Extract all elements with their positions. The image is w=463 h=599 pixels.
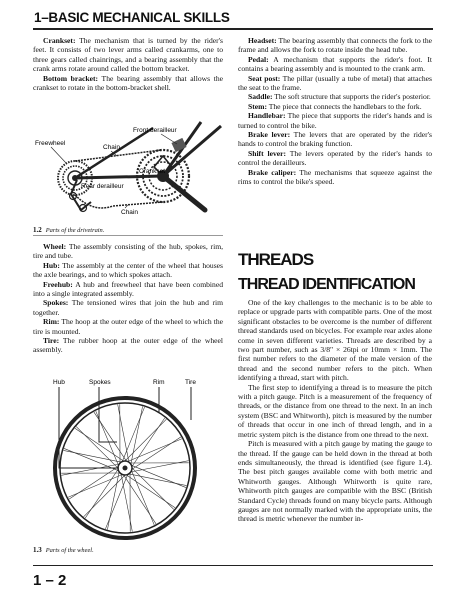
- label-spokes: Spokes: [89, 379, 111, 386]
- term-pedal: Pedal:: [248, 54, 269, 64]
- spoke: [75, 428, 125, 462]
- term-seat-post: Seat post:: [248, 73, 281, 83]
- spoke: [131, 418, 165, 468]
- definition-text: A hub and freewheel that have been combined into a single integrated assembly.: [33, 279, 223, 299]
- definition-handlebar: [238, 111, 432, 130]
- caption-text: Parts of the drivetrain.: [45, 227, 105, 234]
- definition-crankset: [33, 36, 223, 74]
- definition-text: The soft structure that supports the rider's posterior.: [272, 92, 431, 102]
- definition-text: The piece that supports the rider's hands and is turned to control the bike.: [238, 111, 432, 130]
- label-chain-bottom: Chain: [121, 209, 138, 216]
- term-spokes: Spokes:: [43, 298, 69, 308]
- definition-pedal: [238, 55, 432, 74]
- definition-text: The levers operated by the rider's hands to control the derailleurs.: [238, 148, 433, 168]
- term-saddle: Saddle:: [248, 92, 273, 102]
- leader-freewheel: [51, 147, 67, 164]
- section-heading-threads: THREADS: [238, 250, 314, 269]
- spoke: [61, 464, 120, 476]
- label-front-derailleur: Front derailleur: [133, 127, 177, 134]
- spoke: [129, 461, 188, 473]
- wheel-illustration: [33, 372, 223, 540]
- term-handlebar: Handlebar:: [248, 111, 286, 121]
- definition-text: The hoop at the outer edge of the wheel to which the tire is mounted.: [33, 317, 223, 336]
- spoke: [131, 406, 143, 465]
- term-freehub: Freehub:: [43, 279, 73, 289]
- definition-text: The rubber hoop at the outer edge of the wheel assembly.: [33, 336, 223, 355]
- spoke: [131, 437, 181, 470]
- term-brake-caliper: Brake caliper:: [248, 167, 297, 177]
- definition-seat-post: [238, 74, 432, 93]
- definition-text: The bearing assembly that allows the crankset to rotate in the bottom-bracket shell.: [33, 73, 223, 93]
- definition-freehub: [33, 280, 223, 299]
- subsection-heading-thread-identification: THREAD IDENTIFICATION: [238, 276, 415, 293]
- footer-rule: [33, 565, 433, 566]
- thread-identification-body: [238, 298, 432, 524]
- spoke: [105, 473, 128, 529]
- term-wheel: Wheel:: [43, 242, 67, 251]
- definition-headset: [238, 36, 432, 55]
- body-paragraph: Pitch is measured with a pitch gauge by mating the gauge to the thread. If the gauge can be held down in the thread at both ends simultaneously, the thread is identified (see figure 1.4). The best pitch gauges available come with both metric and Whitworth gauges. Although Whitworth is quite rare, Whitworth pitch gauges are compatible with the BSC (British Standard Cycle) threads found on many bicycle parts. Although gauges are not normally marked with the appropriate units, the thread is metric whenever the number in-: [238, 439, 432, 524]
- spoke: [131, 469, 154, 525]
- axle: [123, 466, 128, 471]
- definitions-wheel: [33, 242, 223, 355]
- header-rule: [33, 28, 433, 30]
- spoke: [85, 468, 119, 518]
- label-rear-derailleur: Rear derailleur: [81, 183, 124, 190]
- spoke: [127, 474, 186, 486]
- spoke: [123, 474, 156, 524]
- spoke: [125, 474, 175, 508]
- spoke: [63, 450, 122, 462]
- definition-saddle: [238, 92, 432, 101]
- spoke: [124, 419, 167, 462]
- definition-text: The mechanism that is turned by the rider's feet. It consists of two lever arms called crankarms, one to three gears called chainrings, and a bearing assembly that the crank arms rotate around called the bottom bracket.: [33, 36, 223, 74]
- chainstay: [75, 176, 163, 178]
- definition-wheel: [33, 242, 223, 261]
- term-stem: Stem:: [248, 101, 267, 111]
- spoke: [122, 407, 145, 463]
- term-headset: Headset:: [248, 36, 277, 45]
- definition-brake-lever: [238, 130, 432, 149]
- definition-stem: [238, 102, 432, 111]
- drivetrain-illustration: [33, 118, 223, 222]
- label-tire: Tire: [185, 379, 196, 386]
- term-shift-lever: Shift lever:: [248, 148, 287, 158]
- spoke: [121, 472, 133, 531]
- definition-text: The levers that are operated by the rider's hands to control the braking function.: [238, 130, 432, 149]
- label-hub: Hub: [53, 379, 65, 386]
- label-crankset: Crankset: [139, 168, 166, 175]
- term-rim: Rim:: [43, 317, 60, 327]
- definition-shift-lever: [238, 149, 432, 168]
- term-crankset: Crankset:: [43, 36, 76, 45]
- term-hub: Hub:: [43, 260, 60, 270]
- page-number: 1 – 2: [33, 572, 67, 589]
- definition-rim: [33, 317, 223, 336]
- definition-bottom-bracket: [33, 74, 223, 93]
- spoke: [131, 467, 174, 510]
- spoke: [107, 470, 119, 529]
- definition-text: The assembly at the center of the wheel that houses the axle bearings, and to which spokes attach.: [33, 260, 223, 280]
- definition-text: The piece that connects the handlebars to the fork.: [266, 101, 422, 111]
- front-derailleur-cage: [171, 138, 186, 152]
- figure-1-2-caption: [33, 226, 104, 234]
- definition-spokes: [33, 298, 223, 317]
- definition-text: The bearing assembly that connects the fork to the frame and allows the fork to rotate inside the head tube.: [238, 36, 432, 55]
- label-rim: Rim: [153, 379, 165, 386]
- definition-text: A mechanism that supports the rider's foot. It contains a bearing assembly and is mounted to the crank arm.: [238, 54, 432, 74]
- definition-hub: [33, 261, 223, 280]
- figure-1-3-caption: [33, 546, 94, 554]
- definition-tire: [33, 336, 223, 355]
- term-tire: Tire:: [43, 336, 60, 346]
- definition-brake-caliper: [238, 168, 432, 187]
- spoke: [118, 404, 130, 463]
- definition-text: The pillar (usually a tube of metal) that attaches the seat to the frame.: [238, 73, 432, 93]
- spoke: [126, 439, 182, 462]
- spoke: [69, 466, 119, 499]
- label-chain-top: Chain: [103, 144, 120, 151]
- term-brake-lever: Brake lever:: [248, 130, 291, 140]
- term-bottom-bracket: Bottom bracket:: [43, 73, 99, 83]
- caption-text: Parts of the wheel.: [45, 547, 94, 554]
- definition-text: The mechanisms that squeeze against the rims to control the bike's speed.: [238, 167, 432, 187]
- leader-front-derailleur: [161, 134, 177, 144]
- spoke: [68, 474, 124, 497]
- crank-arm: [163, 176, 205, 210]
- body-paragraph: One of the key challenges to the mechanic is to be able to replace or upgrade parts with compatible parts. One of the most significant obstacles to be overcome is the number of different thread standards used on bicycles. For example rear axles alone come in seven different varieties. Threads are described by a two part number, such as 3/8" × 26tpi or 10mm × 1mm. The first number refers to the diameter of the male version of the thread and the second number refers to the pitch. When identifying a thread, start with pitch.: [238, 298, 432, 383]
- chapter-title: 1–BASIC MECHANICAL SKILLS: [34, 10, 230, 25]
- label-freewheel: Freewheel: [35, 140, 66, 147]
- definition-text: The tensioned wires that join the hub and rim together.: [33, 298, 223, 317]
- spoke: [76, 427, 119, 470]
- chain-bottom-run: [75, 195, 163, 208]
- spoke: [84, 474, 127, 517]
- definitions-drivetrain: [33, 36, 223, 92]
- definitions-cockpit: [238, 36, 432, 187]
- figure-number: 1.3: [33, 546, 42, 554]
- body-paragraph: The first step to identifying a thread is to measure the pitch with a pitch gauge. Pitch is a measurement of the frequency of threads, or the distance from one thread to the next. In an inch system (BSC and Whitworth), pitch is measured by the number of threads that occur in one inch of thread length, and in a metric system pitch is the distance from one thread to the next.: [238, 382, 432, 439]
- figure-divider: [33, 235, 223, 236]
- figure-number: 1.2: [33, 226, 42, 234]
- spoke: [130, 465, 186, 488]
- definition-text: The assembly consisting of the hub, spokes, rim, tire and tube.: [33, 242, 223, 261]
